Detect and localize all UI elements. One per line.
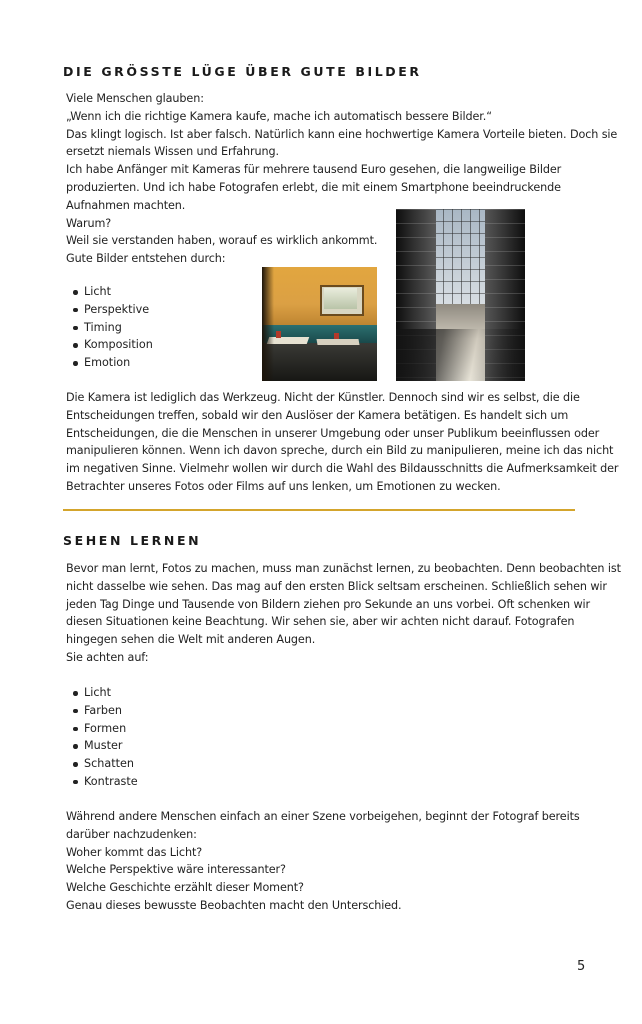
paragraph-line: Sie achten auf:	[66, 650, 149, 664]
section2-intro	[66, 560, 621, 667]
paragraph-line: Genau dieses bewusste Beobachten macht den Unterschied.	[66, 898, 402, 912]
list-item: Timing	[84, 319, 153, 337]
paragraph-line: Während andere Menschen einfach an einer Szene vorbeigehen, beginnt der Fotograf bereits	[66, 810, 580, 823]
paragraph-line: jeden Tag Dinge und Tausende von Bildern ziehen pro Sekunde an uns vorbei. Oft schenken wir	[66, 597, 591, 611]
paragraph-line: Viele Menschen glauben:	[66, 92, 204, 105]
paragraph-line: Woher kommt das Licht?	[66, 845, 203, 859]
section2-closing	[66, 808, 580, 915]
paragraph-line: Entscheidungen treffen, sobald wir den Auslöser der Kamera betätigen. Es handelt sich um	[66, 408, 569, 422]
paragraph-line: Entscheidungen, die die Menschen in unserer Umgebung oder unser Publikum beeinflussen oder	[66, 426, 600, 440]
paragraph-line: manipulieren können. Wenn ich davon spreche, durch ein Bild zu manipulieren, meine ich das nicht	[66, 444, 614, 458]
list-item: Farben	[84, 702, 138, 720]
paragraph-line: „Wenn ich die richtige Kamera kaufe, mache ich automatisch bessere Bilder.“	[66, 109, 492, 123]
list-item: Perspektive	[84, 301, 153, 319]
paragraph-line: darüber nachzudenken:	[66, 827, 197, 841]
paragraph-line: ersetzt niemals Wissen und Erfahrung.	[66, 145, 279, 159]
paragraph-line: Welche Perspektive wäre interessanter?	[66, 863, 286, 877]
paragraph-line: Warum?	[66, 216, 112, 230]
paragraph-line: hingegen sehen die Welt mit anderen Augen.	[66, 633, 316, 647]
paragraph-line: im negativen Sinne. Vielmehr wollen wir durch die Wahl des Bildausschnitts die Aufmerksamkeit der	[66, 462, 619, 476]
paragraph-line: produzierten. Und ich habe Fotografen erlebt, die mit einem Smartphone beeindruckende	[66, 180, 561, 194]
list-item: Muster	[84, 737, 138, 755]
paragraph-line: Betrachter unseres Fotos oder Films auf uns lenken, um Emotionen zu wecken.	[66, 479, 501, 493]
list-item: Schatten	[84, 755, 138, 773]
list-item: Licht	[84, 283, 153, 301]
section1-closing	[66, 389, 618, 496]
diner-photo	[262, 267, 377, 381]
paragraph-line: Bevor man lernt, Fotos zu machen, muss man zunächst lernen, zu beobachten. Denn beobachten ist	[66, 562, 621, 575]
paragraph-line: Welche Geschichte erzählt dieser Moment?	[66, 881, 304, 895]
list-item: Licht	[84, 684, 138, 702]
list-item: Kontraste	[84, 773, 138, 791]
bullet-list-attention	[84, 684, 138, 791]
bullet-list-good-images	[84, 283, 153, 372]
paragraph-line: Die Kamera ist lediglich das Werkzeug. Nicht der Künstler. Dennoch sind wir es selbst, die die	[66, 391, 580, 404]
paragraph-line: nicht dasselbe wie sehen. Das mag auf den ersten Blick seltsam erscheinen. Schließlich sehen wir	[66, 579, 607, 593]
paragraph-line: Gute Bilder entstehen durch:	[66, 252, 226, 266]
list-item: Emotion	[84, 354, 153, 372]
section-divider	[63, 509, 575, 511]
paragraph-line: Ich habe Anfänger mit Kameras für mehrere tausend Euro gesehen, die langweilige Bilder	[66, 163, 562, 177]
section-heading-sehen-lernen: SEHEN LERNEN	[63, 533, 202, 548]
atrium-photo	[396, 209, 525, 381]
paragraph-line: diesen Situationen keine Beachtung. Wir sehen sie, aber wir achten nicht darauf. Fotografen	[66, 615, 575, 629]
paragraph-line: Weil sie verstanden haben, worauf es wirklich ankommt.	[66, 234, 378, 248]
page-number: 5	[577, 959, 586, 974]
paragraph-line: Aufnahmen machten.	[66, 198, 186, 212]
section1-intro	[66, 90, 617, 268]
list-item: Formen	[84, 720, 138, 738]
paragraph-line: Das klingt logisch. Ist aber falsch. Natürlich kann eine hochwertige Kamera Vorteile bieten. Doch sie	[66, 127, 618, 141]
section-heading-luege: DIE GRÖSSTE LÜGE ÜBER GUTE BILDER	[63, 64, 422, 79]
list-item: Komposition	[84, 336, 153, 354]
